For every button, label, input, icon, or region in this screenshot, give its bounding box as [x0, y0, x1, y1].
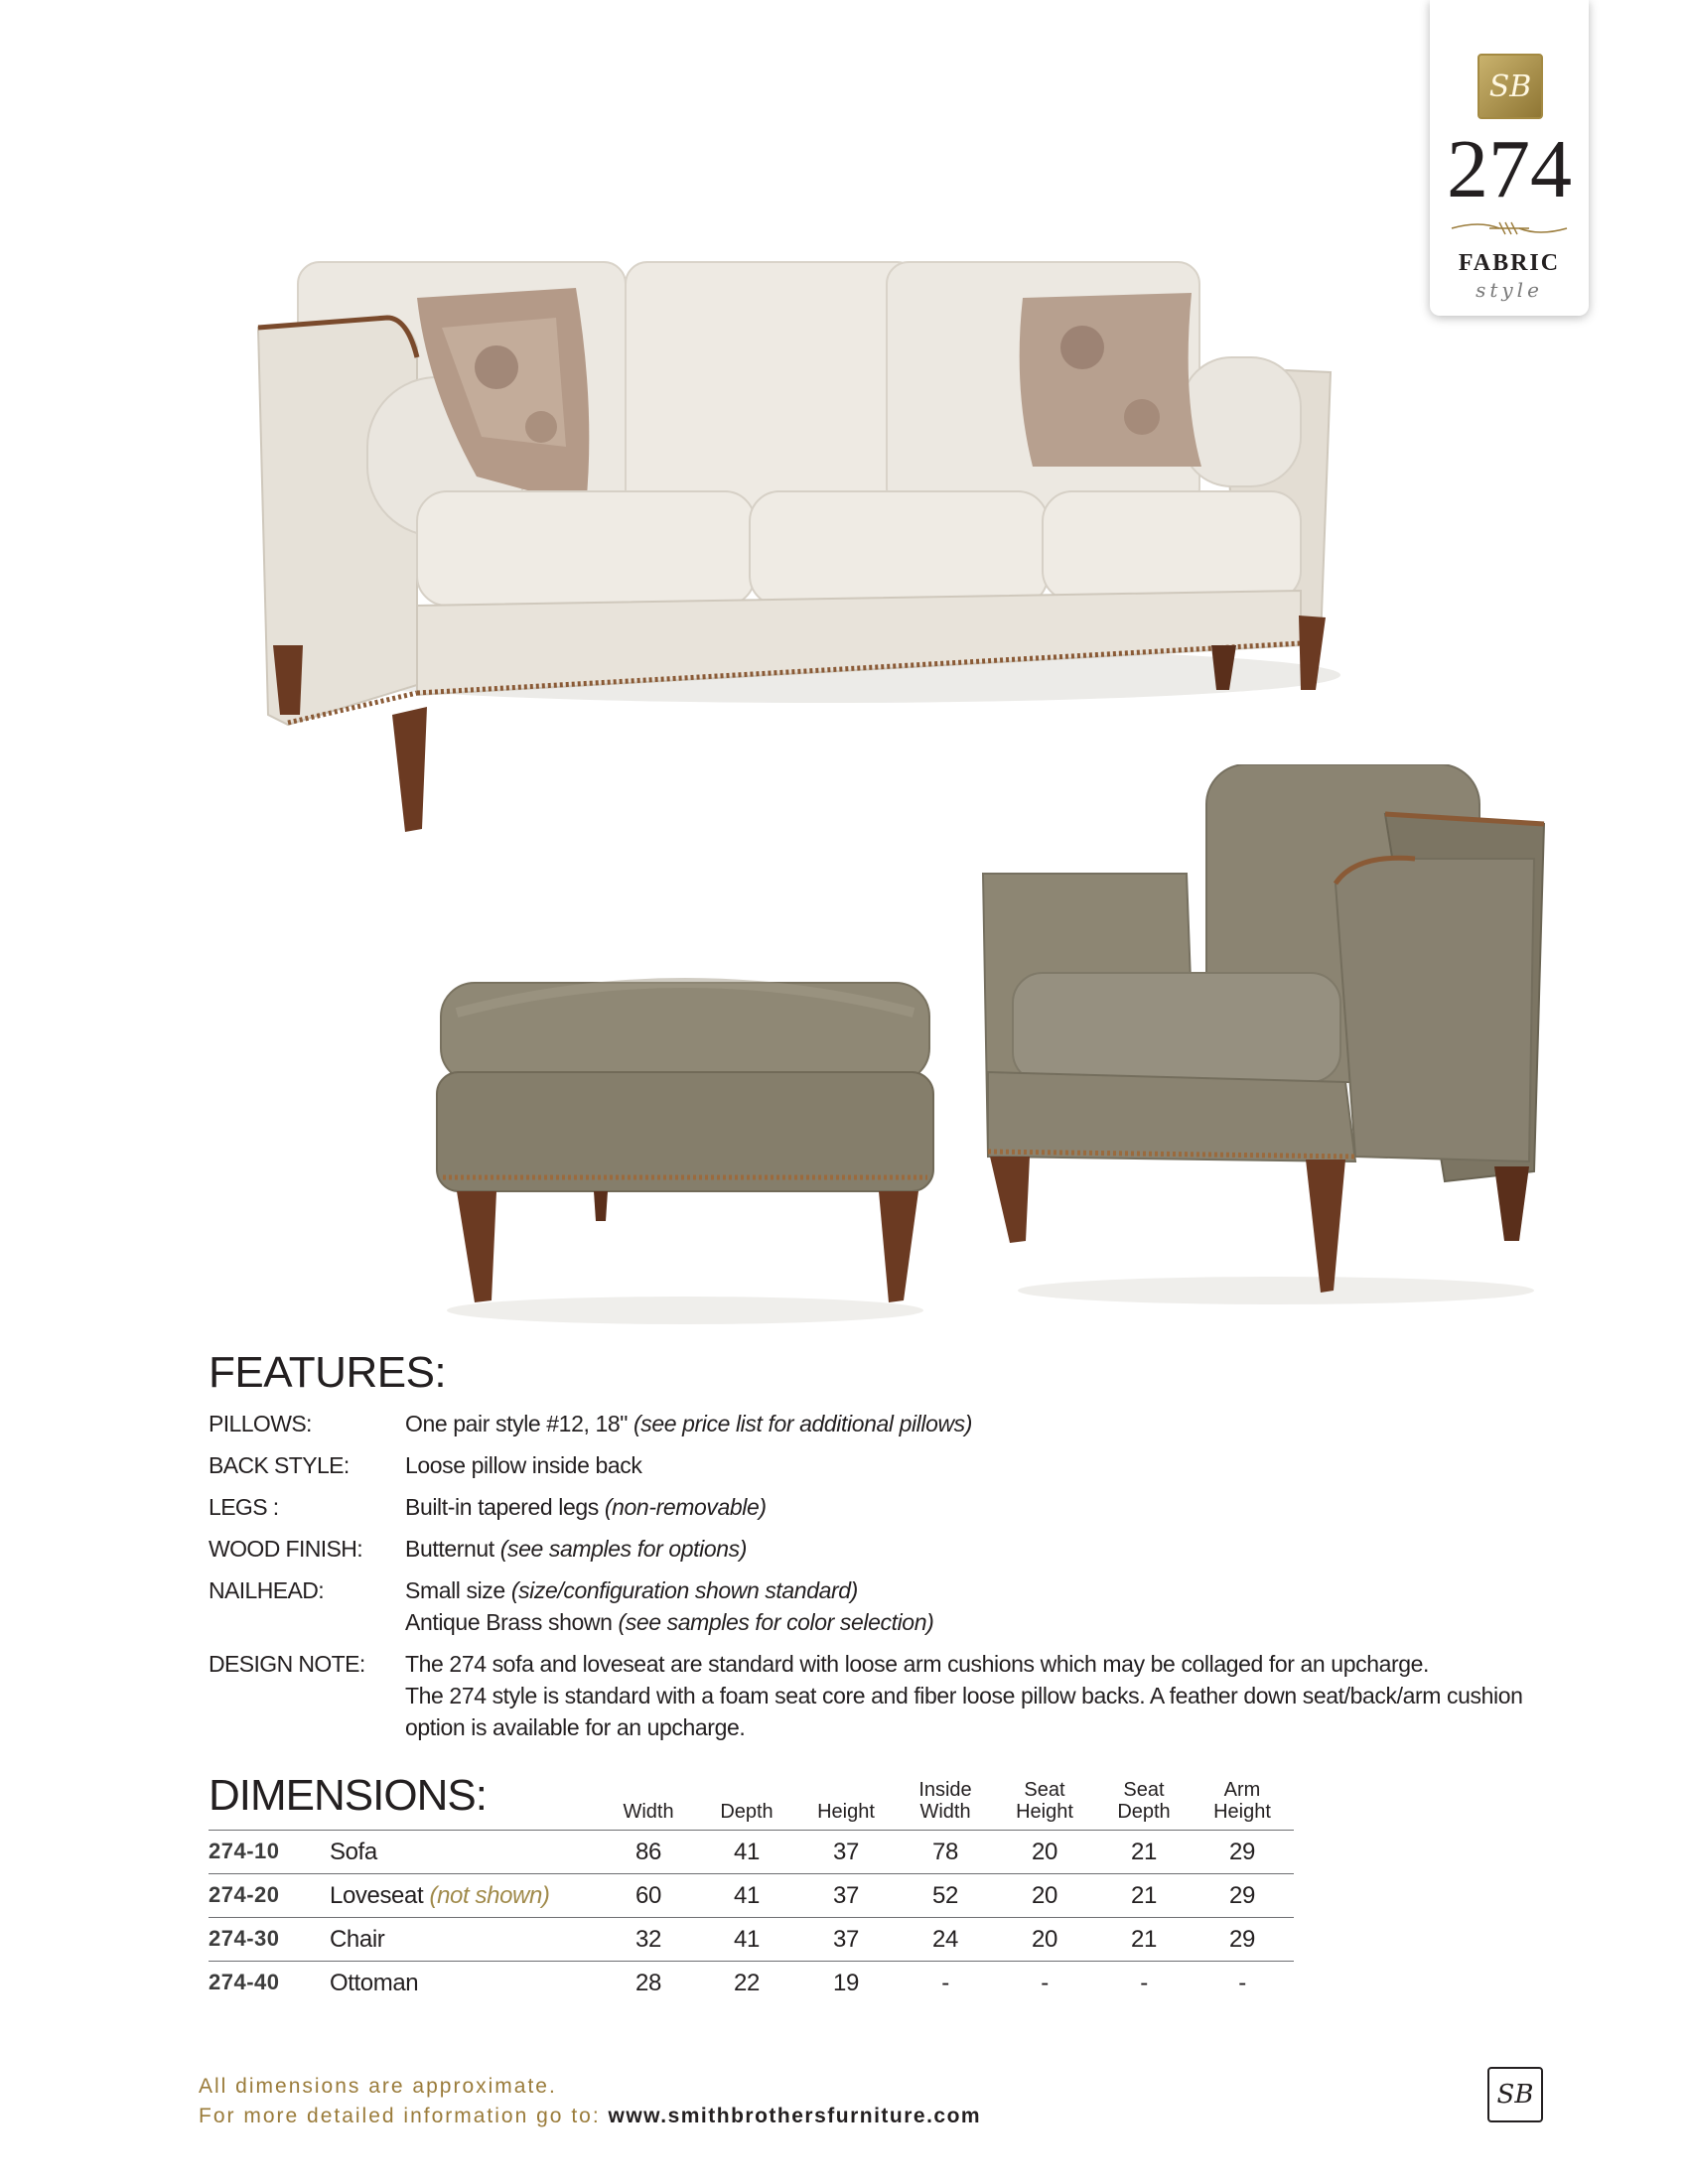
ottoman-photo — [427, 953, 943, 1330]
product-name: Chair — [330, 1926, 385, 1953]
feature-label: DESIGN NOTE: — [209, 1651, 365, 1677]
feature-value: One pair style #12, 18" (see price list for additional pillows) — [405, 1411, 973, 1436]
brand-logo-icon: SB — [1477, 54, 1543, 119]
cell-width: 86 — [635, 1839, 661, 1865]
table-row — [209, 1964, 1294, 2005]
cell-arm-height: - — [1238, 1970, 1246, 1996]
features-heading: FEATURES: — [209, 1348, 447, 1397]
flourish-icon — [1450, 218, 1569, 238]
table-divider — [209, 1830, 1294, 1831]
table-divider — [209, 1917, 1294, 1918]
table-row — [209, 1920, 1294, 1962]
cell-depth: 41 — [734, 1882, 760, 1909]
cell-seat-height: - — [1041, 1970, 1049, 1996]
product-name: Ottoman — [330, 1970, 419, 1996]
cell-depth: 41 — [734, 1926, 760, 1953]
cell-height: 37 — [833, 1839, 859, 1865]
sofa-photo — [228, 248, 1370, 844]
cell-seat-depth: - — [1140, 1970, 1148, 1996]
fabric-label: FABRIC — [1458, 250, 1561, 276]
cell-seat-depth: 21 — [1131, 1882, 1157, 1909]
chair-photo — [978, 764, 1554, 1320]
cell-arm-height: 29 — [1229, 1926, 1255, 1953]
cell-seat-height: 20 — [1032, 1882, 1057, 1909]
dimensions-heading: DIMENSIONS: — [209, 1771, 487, 1820]
feature-label: WOOD FINISH: — [209, 1536, 363, 1562]
column-header-seat-depth: Seat Depth — [1117, 1779, 1171, 1823]
footer-info: For more detailed information go to: www.smithbrothersfurniture.com — [199, 2105, 982, 2127]
style-label: style — [1476, 278, 1543, 302]
cell-inside-width: 52 — [932, 1882, 958, 1909]
table-divider — [209, 1873, 1294, 1874]
column-header-seat-height: Seat Height — [1016, 1779, 1073, 1823]
feature-label: LEGS : — [209, 1494, 279, 1520]
cell-depth: 41 — [734, 1839, 760, 1865]
product-code: 274-30 — [209, 1926, 280, 1951]
cell-inside-width: 24 — [932, 1926, 958, 1953]
feature-label: PILLOWS: — [209, 1411, 312, 1436]
feature-value: Butternut (see samples for options) — [405, 1536, 747, 1562]
cell-depth: 22 — [734, 1970, 760, 1996]
feature-value: The 274 sofa and loveseat are standard with loose arm cushions which may be collaged for an upcharge. The 274 style is standard with a foam seat core and fiber loose pillow backs. A feather down seat/back/arm cushion option is available for an upcharge. — [405, 1651, 1523, 1740]
cell-arm-height: 29 — [1229, 1882, 1255, 1909]
cell-height: 37 — [833, 1926, 859, 1953]
website-link[interactable]: www.smithbrothersfurniture.com — [608, 2105, 982, 2127]
feature-label: NAILHEAD: — [209, 1577, 325, 1603]
cell-seat-height: 20 — [1032, 1926, 1057, 1953]
cell-seat-height: 20 — [1032, 1839, 1057, 1865]
column-header-width: Width — [623, 1801, 674, 1823]
product-name: Sofa — [330, 1839, 377, 1865]
feature-value: Loose pillow inside back — [405, 1452, 642, 1478]
style-badge — [1430, 0, 1589, 316]
cell-inside-width: - — [941, 1970, 949, 1996]
product-code: 274-20 — [209, 1882, 280, 1907]
cell-width: 32 — [635, 1926, 661, 1953]
product-name: Loveseat (not shown) — [330, 1882, 550, 1909]
cell-height: 37 — [833, 1882, 859, 1909]
cell-inside-width: 78 — [932, 1839, 958, 1865]
cell-width: 60 — [635, 1882, 661, 1909]
feature-value: Built-in tapered legs (non-removable) — [405, 1494, 767, 1520]
product-code: 274-10 — [209, 1839, 280, 1863]
footer-logo-icon: SB — [1487, 2067, 1543, 2122]
feature-label: BACK STYLE: — [209, 1452, 350, 1478]
column-header-height: Height — [817, 1801, 875, 1823]
table-row — [209, 1833, 1294, 1874]
cell-arm-height: 29 — [1229, 1839, 1255, 1865]
cell-width: 28 — [635, 1970, 661, 1996]
feature-value: Small size (size/configuration shown standard) Antique Brass shown (see samples for color selection) — [405, 1577, 934, 1635]
style-number: 274 — [1447, 123, 1572, 215]
column-header-inside-width: Inside Width — [918, 1779, 972, 1823]
table-divider — [209, 1961, 1294, 1962]
table-row — [209, 1876, 1294, 1918]
column-header-depth: Depth — [720, 1801, 774, 1823]
cell-seat-depth: 21 — [1131, 1926, 1157, 1953]
footer-disclaimer: All dimensions are approximate. — [199, 2075, 557, 2098]
column-header-arm-height: Arm Height — [1213, 1779, 1271, 1823]
cell-seat-depth: 21 — [1131, 1839, 1157, 1865]
product-code: 274-40 — [209, 1970, 280, 1994]
cell-height: 19 — [833, 1970, 859, 1996]
